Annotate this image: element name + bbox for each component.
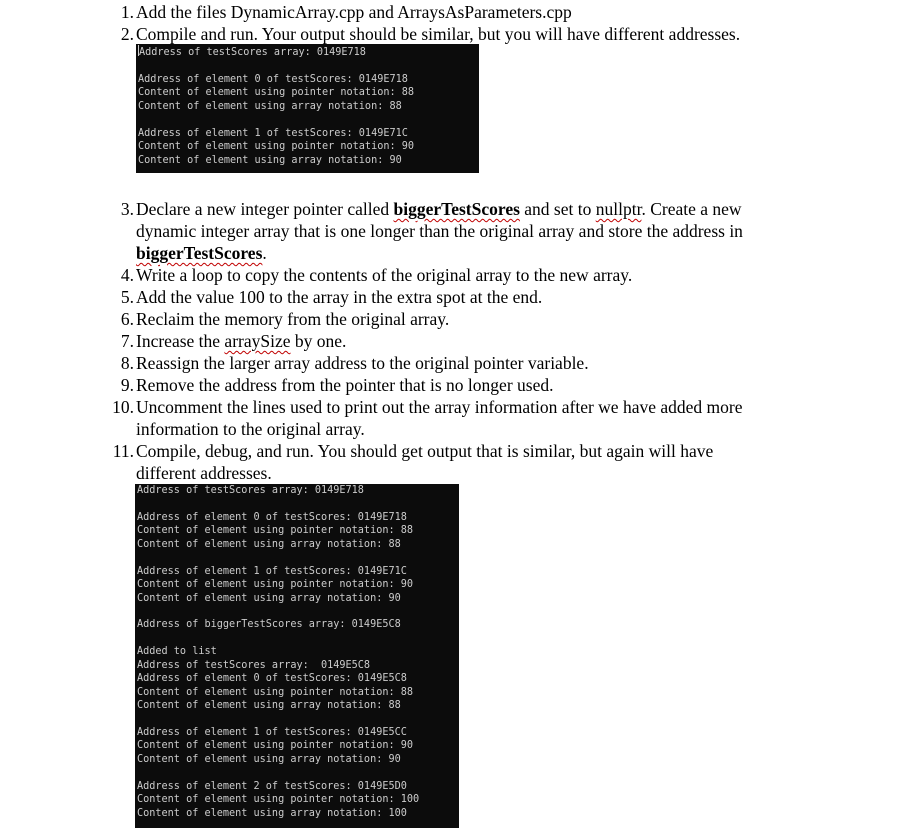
console-blank-line [137,497,457,510]
step-number: 11. [112,441,134,461]
step-text-line-1: Declare a new integer pointer called biggerTestScores and set to nullptr. Create a new [136,199,742,219]
console-line: Content of element using pointer notation: 88 [138,87,415,99]
step-number: 3. [120,199,134,219]
console-line: Address of element 0 of testScores: 0149E718 [137,511,407,523]
console-line: Address of element 1 of testScores: 0149E71C [138,127,408,139]
console-line: Address of biggerTestScores array: 0149E5C8 [137,619,401,631]
step-number: 9. [120,375,134,395]
console-line: Address of element 0 of testScores: 0149E718 [138,73,408,85]
step-text: Compile and run. Your output should be similar, but you will have different addresses. [136,24,741,44]
step-number: 4. [120,265,134,285]
step-text: Add the value 100 to the array in the extra spot at the end. [136,287,543,307]
console-blank-line [137,605,457,618]
step-text: Increase the arraySize by one. [136,331,347,351]
console-line: Content of element using array notation: 88 [137,538,401,550]
console-blank-line [137,766,457,779]
step-number: 2. [120,24,134,44]
console-line: Content of element using pointer notation: 100 [137,794,420,806]
console-line: Address of element 2 of testScores: 0149E5D0 [137,780,407,792]
console-line: Address of testScores array: 0149E5C8 [137,659,371,671]
console-line: Content of element using array notation: 88 [137,700,401,711]
step-text: Add the files DynamicArray.cpp and ArraysAsParameters.cpp [136,2,572,22]
console-output-2 [135,484,459,828]
step-number: 5. [120,287,134,307]
console-line: Content of element using array notation: 90 [138,154,402,166]
step-text: Reclaim the memory from the original array. [136,309,450,329]
step-number: 6. [120,309,134,329]
console-line: Address of testScores array: 0149E718 [139,47,366,58]
console-blank-line [137,712,457,725]
console-line: Content of element using array notation: 100 [137,807,407,819]
console-line: Content of element using pointer notation: 90 [137,740,414,752]
console-line: Content of element using pointer notation: 90 [137,579,414,591]
console-line: Content of element using array notation: 88 [138,100,402,112]
step-text: Remove the address from the pointer that is no longer used. [136,375,554,395]
console-line: Content of element using array notation: 90 [137,592,401,604]
step-number: 10. [112,397,134,417]
console-blank-line [137,632,457,645]
code-term: biggerTestScores [393,199,520,219]
console-line: Address of testScores array: 0149E718 [137,485,364,496]
console-line: Content of element using array notation: 90 [137,753,401,765]
console-blank-line [137,551,457,564]
step-number: 8. [120,353,134,373]
console-line: Content of element using pointer notation: 88 [137,525,414,537]
console-line: Content of element using pointer notation: 88 [137,686,414,698]
console-line: Added to list [137,646,217,658]
console-blank-line [138,113,477,126]
console-blank-line [138,59,477,72]
code-term: arraySize [224,331,291,351]
step-number: 7. [120,331,134,351]
console-output-1 [136,44,479,173]
code-term: biggerTestScores [136,243,263,263]
console-line: Address of element 0 of testScores: 0149E5C8 [137,673,407,685]
console-line: Content of element using pointer notation: 90 [138,141,415,153]
step-text-line-1: Uncomment the lines used to print out the array information after we have added more [136,397,743,417]
step-text: Write a loop to copy the contents of the original array to the new array. [136,265,633,285]
step-text-line-1: Compile, debug, and run. You should get output that is similar, but again will have [136,441,714,461]
step-number: 1. [120,2,134,22]
step-text: Reassign the larger array address to the original pointer variable. [136,353,589,373]
console-line: Address of element 1 of testScores: 0149E5CC [137,726,407,738]
console-line: Address of element 1 of testScores: 0149E71C [137,565,407,577]
code-term: nullptr [595,199,642,219]
